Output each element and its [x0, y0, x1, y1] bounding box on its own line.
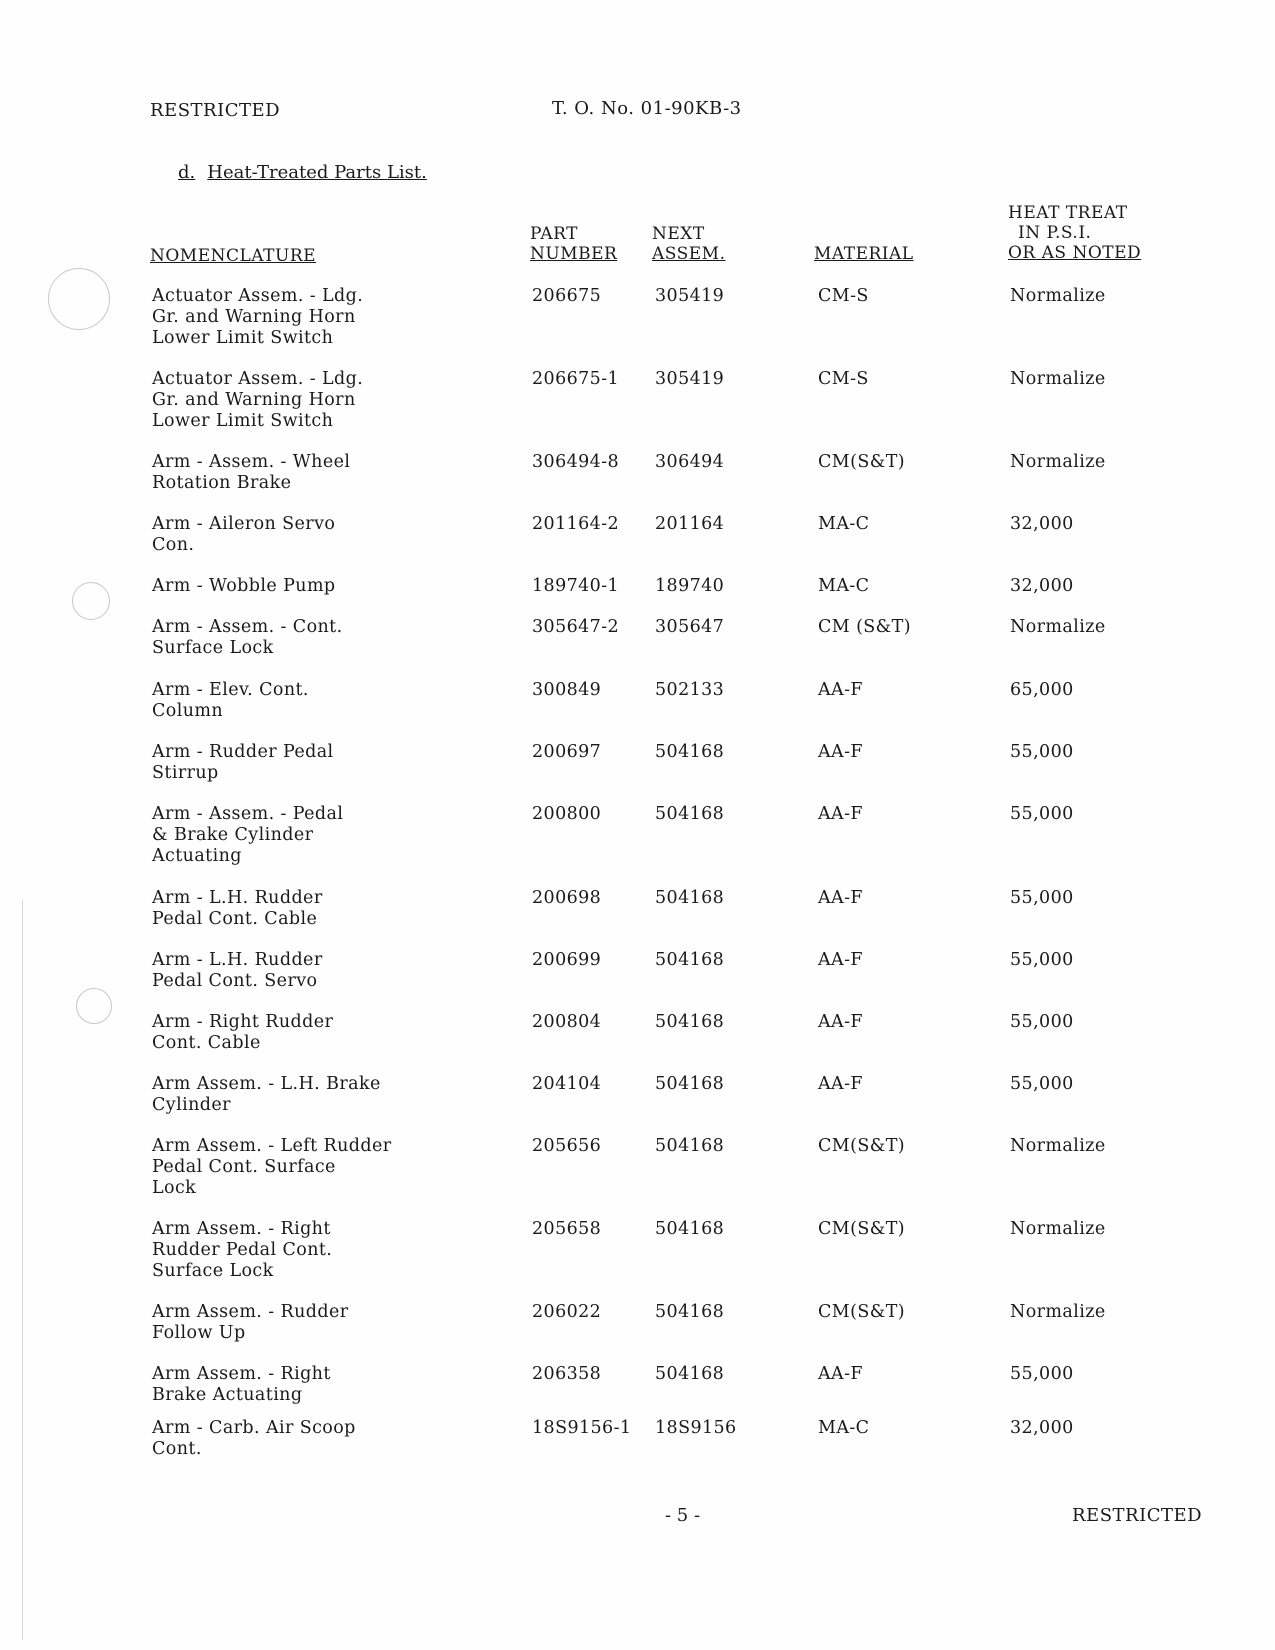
cell-heat-treat: 55,000 [1010, 804, 1074, 824]
cell-material: CM-S [818, 369, 869, 389]
cell-heat-treat: Normalize [1010, 1136, 1106, 1156]
cell-next-assem: 504168 [655, 742, 725, 762]
cell-material: AA-F [818, 680, 863, 700]
col-label-nomenclature: NOMENCLATURE [150, 246, 317, 266]
punch-hole-1 [48, 268, 110, 330]
cell-next-assem: 502133 [655, 680, 725, 700]
cell-part-number: 201164-2 [532, 514, 620, 534]
cell-material: AA-F [818, 804, 863, 824]
cell-next-assem: 504168 [655, 1136, 725, 1156]
cell-next-assem: 504168 [655, 1219, 725, 1239]
col-label-part-1: PART [530, 224, 578, 244]
col-header-nomenclature [150, 246, 316, 266]
cell-next-assem: 305647 [655, 617, 725, 637]
cell-part-number: 205658 [532, 1219, 602, 1239]
cell-heat-treat: 65,000 [1010, 680, 1074, 700]
cell-material: CM(S&T) [818, 452, 906, 472]
cell-heat-treat: 55,000 [1010, 1364, 1074, 1384]
section-letter: d. [178, 162, 196, 183]
col-header-heat-treat [1008, 203, 1141, 263]
cell-material: CM(S&T) [818, 1302, 906, 1322]
cell-material: AA-F [818, 888, 863, 908]
cell-heat-treat: Normalize [1010, 286, 1106, 306]
cell-heat-treat: 55,000 [1010, 888, 1074, 908]
cell-next-assem: 504168 [655, 1012, 725, 1032]
cell-nomenclature: Arm Assem. - Left Rudder Pedal Cont. Surface Lock [152, 1136, 392, 1198]
cell-next-assem: 504168 [655, 804, 725, 824]
cell-heat-treat: 55,000 [1010, 1012, 1074, 1032]
cell-nomenclature: Arm - Elev. Cont. Column [152, 680, 309, 721]
cell-part-number: 204104 [532, 1074, 602, 1094]
col-label-part-2: NUMBER [530, 244, 618, 264]
cell-part-number: 200804 [532, 1012, 602, 1032]
cell-nomenclature: Arm - Assem. - Cont. Surface Lock [152, 617, 343, 658]
cell-nomenclature: Arm Assem. - L.H. Brake Cylinder [152, 1074, 381, 1115]
cell-heat-treat: Normalize [1010, 452, 1106, 472]
cell-nomenclature: Actuator Assem. - Ldg. Gr. and Warning Horn Lower Limit Switch [152, 369, 364, 431]
cell-material: MA-C [818, 514, 870, 534]
cell-next-assem: 189740 [655, 576, 725, 596]
page-edge-mark [22, 900, 23, 1640]
cell-nomenclature: Arm - L.H. Rudder Pedal Cont. Cable [152, 888, 323, 929]
cell-part-number: 306494-8 [532, 452, 620, 472]
cell-part-number: 300849 [532, 680, 602, 700]
cell-part-number: 206358 [532, 1364, 602, 1384]
cell-heat-treat: 32,000 [1010, 1418, 1074, 1438]
cell-material: AA-F [818, 742, 863, 762]
col-label-material: MATERIAL [814, 244, 914, 264]
cell-heat-treat: Normalize [1010, 617, 1106, 637]
cell-heat-treat: 32,000 [1010, 576, 1074, 596]
cell-material: MA-C [818, 576, 870, 596]
cell-next-assem: 504168 [655, 1364, 725, 1384]
cell-material: CM (S&T) [818, 617, 911, 637]
col-label-heat-3: OR AS NOTED [1008, 243, 1142, 263]
cell-material: AA-F [818, 1012, 863, 1032]
cell-heat-treat: 55,000 [1010, 742, 1074, 762]
cell-nomenclature: Arm Assem. - Right Brake Actuating [152, 1364, 331, 1405]
cell-next-assem: 305419 [655, 286, 725, 306]
col-label-heat-1: HEAT TREAT [1008, 203, 1128, 223]
cell-heat-treat: 55,000 [1010, 950, 1074, 970]
cell-nomenclature: Arm - L.H. Rudder Pedal Cont. Servo [152, 950, 323, 991]
cell-nomenclature: Arm Assem. - Right Rudder Pedal Cont. Surface Lock [152, 1219, 333, 1281]
cell-material: AA-F [818, 1364, 863, 1384]
cell-next-assem: 306494 [655, 452, 725, 472]
cell-heat-treat: 55,000 [1010, 1074, 1074, 1094]
col-header-part-number [530, 224, 617, 264]
col-label-next-2: ASSEM. [652, 244, 726, 264]
cell-part-number: 200698 [532, 888, 602, 908]
cell-next-assem: 201164 [655, 514, 725, 534]
section-heading: Heat-Treated Parts List. [207, 162, 427, 183]
punch-hole-2 [72, 582, 110, 620]
header-restricted: RESTRICTED [150, 100, 281, 121]
cell-part-number: 200697 [532, 742, 602, 762]
cell-material: AA-F [818, 1074, 863, 1094]
cell-part-number: 205656 [532, 1136, 602, 1156]
cell-material: CM(S&T) [818, 1219, 906, 1239]
footer-restricted: RESTRICTED [1072, 1505, 1203, 1526]
section-title [178, 162, 427, 183]
cell-next-assem: 504168 [655, 888, 725, 908]
cell-part-number: 206675-1 [532, 369, 620, 389]
cell-next-assem: 504168 [655, 1302, 725, 1322]
cell-part-number: 200699 [532, 950, 602, 970]
col-header-material [814, 244, 914, 264]
col-label-heat-2: IN P.S.I. [1018, 223, 1092, 243]
cell-part-number: 206022 [532, 1302, 602, 1322]
cell-nomenclature: Arm Assem. - Rudder Follow Up [152, 1302, 349, 1343]
cell-next-assem: 305419 [655, 369, 725, 389]
cell-nomenclature: Arm - Aileron Servo Con. [152, 514, 336, 555]
col-header-next-assem [652, 224, 726, 264]
cell-nomenclature: Actuator Assem. - Ldg. Gr. and Warning Horn Lower Limit Switch [152, 286, 364, 348]
cell-material: CM-S [818, 286, 869, 306]
cell-nomenclature: Arm - Carb. Air Scoop Cont. [152, 1418, 356, 1459]
cell-next-assem: 18S9156 [655, 1418, 737, 1438]
cell-heat-treat: Normalize [1010, 369, 1106, 389]
cell-heat-treat: Normalize [1010, 1302, 1106, 1322]
cell-material: AA-F [818, 950, 863, 970]
cell-next-assem: 504168 [655, 1074, 725, 1094]
cell-nomenclature: Arm - Assem. - Wheel Rotation Brake [152, 452, 351, 493]
page-number: - 5 - [665, 1505, 701, 1526]
cell-part-number: 206675 [532, 286, 602, 306]
cell-heat-treat: 32,000 [1010, 514, 1074, 534]
punch-hole-3 [76, 988, 112, 1024]
cell-material: MA-C [818, 1418, 870, 1438]
cell-part-number: 200800 [532, 804, 602, 824]
cell-material: CM(S&T) [818, 1136, 906, 1156]
header-to-number: T. O. No. 01-90KB-3 [552, 98, 742, 119]
col-label-next-1: NEXT [652, 224, 705, 244]
cell-part-number: 18S9156-1 [532, 1418, 632, 1438]
cell-heat-treat: Normalize [1010, 1219, 1106, 1239]
cell-nomenclature: Arm - Right Rudder Cont. Cable [152, 1012, 334, 1053]
cell-part-number: 305647-2 [532, 617, 620, 637]
cell-next-assem: 504168 [655, 950, 725, 970]
cell-nomenclature: Arm - Wobble Pump [152, 576, 336, 596]
cell-nomenclature: Arm - Assem. - Pedal & Brake Cylinder Actuating [152, 804, 344, 866]
cell-part-number: 189740-1 [532, 576, 620, 596]
cell-nomenclature: Arm - Rudder Pedal Stirrup [152, 742, 334, 783]
